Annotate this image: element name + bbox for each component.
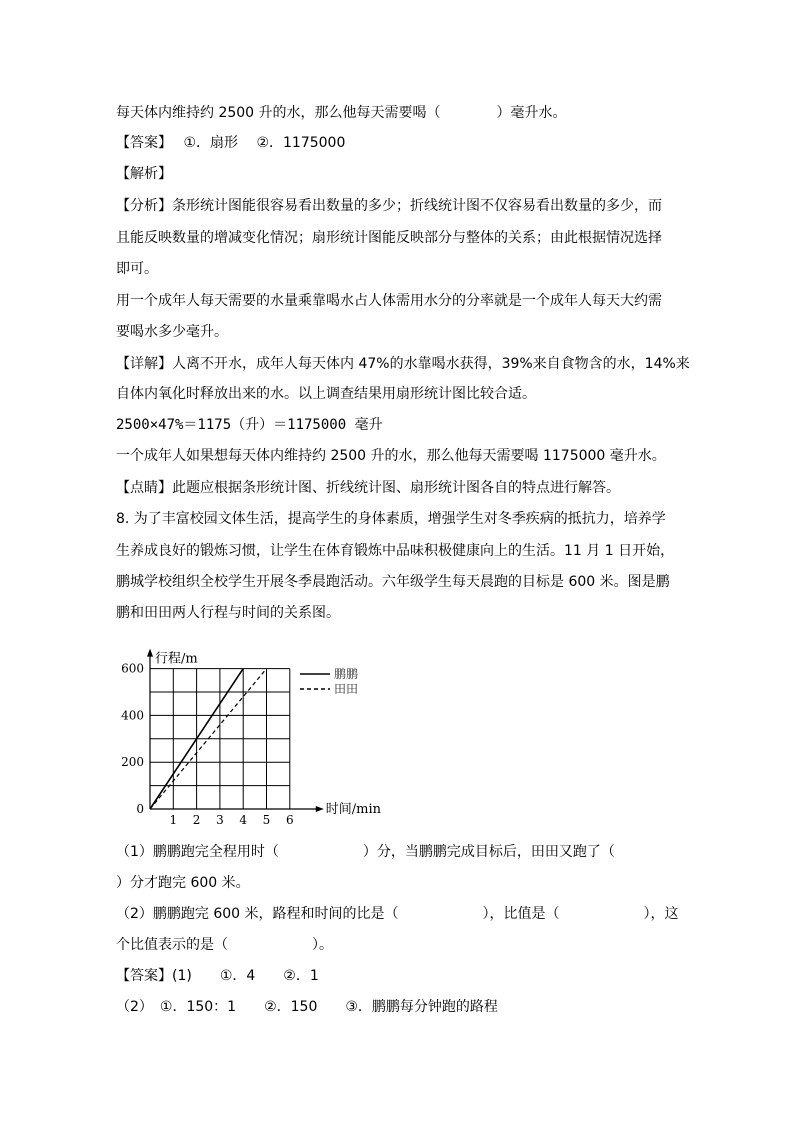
y-tick-label: 400 [121, 708, 144, 723]
calculation-line: 2500×47%＝1175（升）＝1175000 毫升 [116, 417, 383, 433]
question-line: ）分才跑完 600 米。 [116, 875, 250, 891]
question-line: 个比值表示的是（ ）。 [116, 937, 333, 953]
text-line: 一个成年人如果想每天体内维持约 2500 升的水，那么他每天需要喝 1175000 毫升水。 [116, 448, 666, 464]
text-line: 且能反映数量的增减变化情况；扇形统计图能反映部分与整体的关系；由此根据情况选择 [116, 230, 662, 246]
question-line: 鹏和田田两人行程与时间的关系图。 [116, 605, 340, 621]
text-line: 【点睛】此题应根据条形统计图、折线统计图、扇形统计图各自的特点进行解答。 [116, 480, 620, 496]
text-line: 要喝水多少毫升。 [116, 324, 228, 340]
legend-label: 鹏鹏 [334, 667, 359, 681]
x-tick-label: 3 [216, 813, 224, 827]
y-tick-label: 600 [121, 661, 144, 676]
x-tick-label: 1 [169, 813, 178, 827]
answer-line: （2） ①．150：1 ②．150 ③．鹏鹏每分钟跑的路程 [116, 999, 498, 1015]
x-tick-label: 4 [239, 813, 248, 827]
answer-line: 【答案】 ①．扇形 ②．1175000 [116, 135, 346, 151]
y-tick-label: 0 [136, 802, 144, 816]
question-line: （2）鹏鹏跑完 600 米，路程和时间的比是（ ），比值是（ ），这 [116, 906, 679, 922]
text-line: 用一个成年人每天需要的水量乘靠喝水占人体需用水分的分率就是一个成年人每天大约需 [116, 293, 662, 309]
x-tick-label: 6 [285, 813, 294, 827]
text-line: 每天体内维持约 2500 升的水，那么他每天需要喝（ ）毫升水。 [116, 105, 567, 121]
text-line: 【详解】人离不开水，成年人每天体内 47%的水靠喝水获得，39%来自食物含的水，14%来 [116, 356, 690, 372]
x-tick-label: 2 [192, 813, 201, 827]
x-axis-label: 时间/min [325, 802, 382, 817]
question-line: 鹏城学校组织全校学生开展冬季晨跑活动。六年级学生每天晨跑的目标是 600 米。图是鹏 [116, 574, 670, 590]
question-line: 8. 为了丰富校园文体生活，提高学生的身体素质，增强学生对冬季疾病的抵抗力，培养学 [116, 511, 666, 527]
y-axis-label: 行程/m [155, 651, 198, 667]
answer-line: 【答案】(1) ①．4 ②．1 [116, 968, 319, 984]
question-line: （1）鹏鹏跑完全程用时（ ）分，当鹏鹏完成目标后，田田又跑了（ [116, 844, 615, 860]
y-axis-arrow [147, 649, 153, 657]
x-tick-label: 5 [262, 813, 271, 827]
distance-time-chart [108, 640, 408, 840]
text-line: 【分析】条形统计图能很容易看出数量的多少；折线统计图不仅容易看出数量的多少，而 [116, 198, 662, 214]
question-line: 生养成良好的锻炼习惯，让学生在体育锻炼中品味积极健康向上的生活。11 月 1 日开始， [116, 543, 675, 559]
analysis-heading: 【解析】 [116, 166, 172, 182]
x-axis-arrow [316, 806, 324, 812]
text-line: 自体内氧化时释放出来的水。以上调查结果用扇形统计图比较合适。 [116, 386, 536, 402]
y-tick-label: 200 [121, 755, 144, 770]
text-line: 即可。 [116, 261, 158, 277]
legend-label: 田田 [334, 682, 359, 696]
